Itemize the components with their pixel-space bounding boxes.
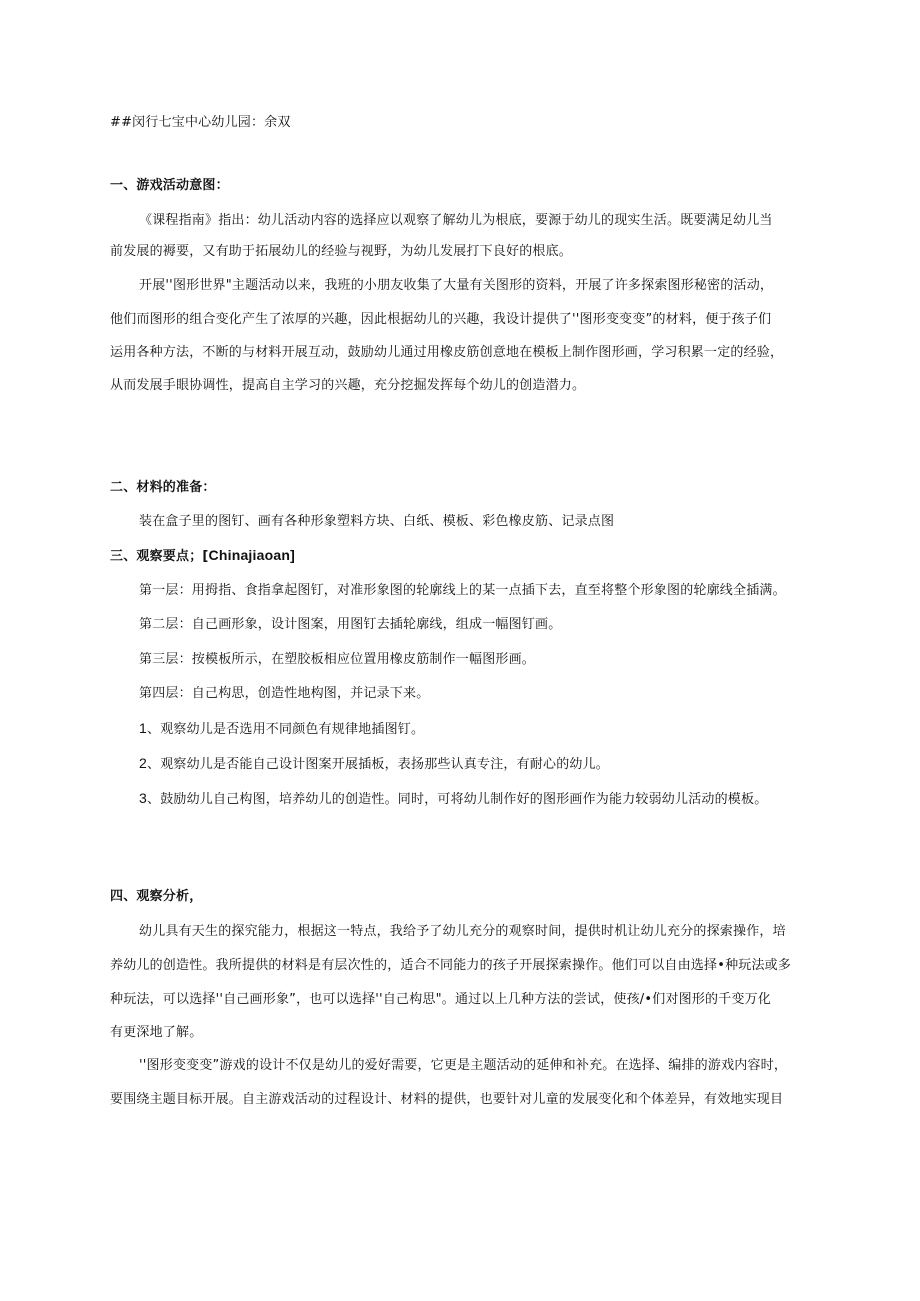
point-text: 、鼓励幼儿自己构图，培养幼儿的创造性。同时，可将幼儿制作好的图形画作为能力较弱幼儿活动的模板。 (147, 792, 768, 807)
section3-point-1 (139, 720, 424, 738)
section2-materials: 装在盒子里的图钉、画有各种形象塑料方块、白纸、模板、彩色橡皮筋、记录点图 (139, 514, 615, 529)
section4-p1-line2: 养幼儿的创造性。我所提供的材料是有层次性的，适合不同能力的孩子开展探索操作。他们可以自由选择•种玩法或多 (110, 958, 792, 973)
section3-heading (110, 547, 295, 565)
point-number: 3 (139, 790, 147, 806)
section4-p2-line1: ''图形变变变”游戏的设计不仅是幼儿的爱好需要，它更是主题活动的延伸和补充。在选择、编排的游戏内容时， (139, 1058, 788, 1073)
section3-level-1: 第一层：用拇指、食指拿起图钉，对准形象图的轮廓线上的某一点插下去，直至将整个形象图的轮廓线全插满。 (139, 583, 786, 598)
section1-p2-line2: 他们而图形的组合变化产生了浓厚的兴趣，因此根据幼儿的兴趣，我设计提供了''图形变变变”的材料，便于孩子们 (110, 312, 772, 327)
section2-heading: 二、材料的准备： (110, 480, 216, 495)
section1-p2-line1: 开展''图形世界"主题活动以来，我班的小朋友收集了大量有关图形的资料，开展了许多探索图形秘密的活动， (139, 278, 774, 293)
section4-heading: 四、观察分析， (110, 889, 203, 904)
section1-p1-line2: 前发展的褥要，又有助于拓展幼儿的经验与视野，为幼儿发展打下良好的根底。 (110, 244, 573, 259)
point-text: 、观察幼儿是否选用不同颜色有规律地插图钉。 (147, 722, 425, 737)
point-number: 2 (139, 755, 147, 771)
section4-p1-line4: 有更深地了解。 (110, 1025, 203, 1040)
section3-level-4: 第四层：自己构思，创造性地构图，并记录下来。 (139, 686, 430, 701)
section3-heading-latin: Chinajiaoan] (208, 547, 295, 563)
section3-point-3 (139, 790, 767, 808)
section1-p2-line4: 从而发展手眼协调性，提高自主学习的兴趣，充分挖掘发挥每个幼儿的创造潜力。 (110, 378, 586, 393)
section1-p1-line1: 《课程指南》指出：幼儿活动内容的选择应以观察了解幼儿为根底，要源于幼儿的现实生活。既要满足幼儿当 (139, 213, 773, 228)
section4-p1-line1: 幼儿具有天生的探究能力，根据这一特点，我给予了幼儿充分的观察时间，提供时机让幼儿充分的探索操作，培 (139, 924, 786, 939)
section1-p2-line3: 运用各种方法，不断的与材料开展互动，鼓励幼儿通过用橡皮筋创意地在模板上制作图形画，学习积累一定的经验， (110, 345, 784, 360)
section4-p1-line3: 种玩法，可以选择''自己画形象”，也可以选择''自己构思"。通过以上几种方法的尝试，使孩/•们对图形的千变万化 (110, 992, 772, 1007)
section4-p2-line2: 要围绕主题目标开展。自主游戏活动的过程设计、材料的提供，也要针对儿童的发展变化和个体差异，有效地实现目 (110, 1092, 784, 1107)
author-line: ##闵行七宝中心幼儿园：余双 (110, 115, 291, 130)
point-number: 1 (139, 720, 147, 736)
section3-level-2: 第二层：自己画形象，设计图案，用图钉去插轮廓线，组成一幅图钉画。 (139, 617, 562, 632)
point-text: 、观察幼儿是否能自己设计图案开展插板，表扬那些认真专注，有耐心的幼儿。 (147, 757, 610, 772)
section1-heading: 一、游戏活动意图： (110, 178, 229, 193)
section3-level-3: 第三层：按模板所示，在塑胶板相应位置用橡皮筋制作一幅图形画。 (139, 652, 536, 667)
section3-heading-cn: 三、观察要点；[ (110, 549, 209, 564)
section3-point-2 (139, 755, 609, 773)
